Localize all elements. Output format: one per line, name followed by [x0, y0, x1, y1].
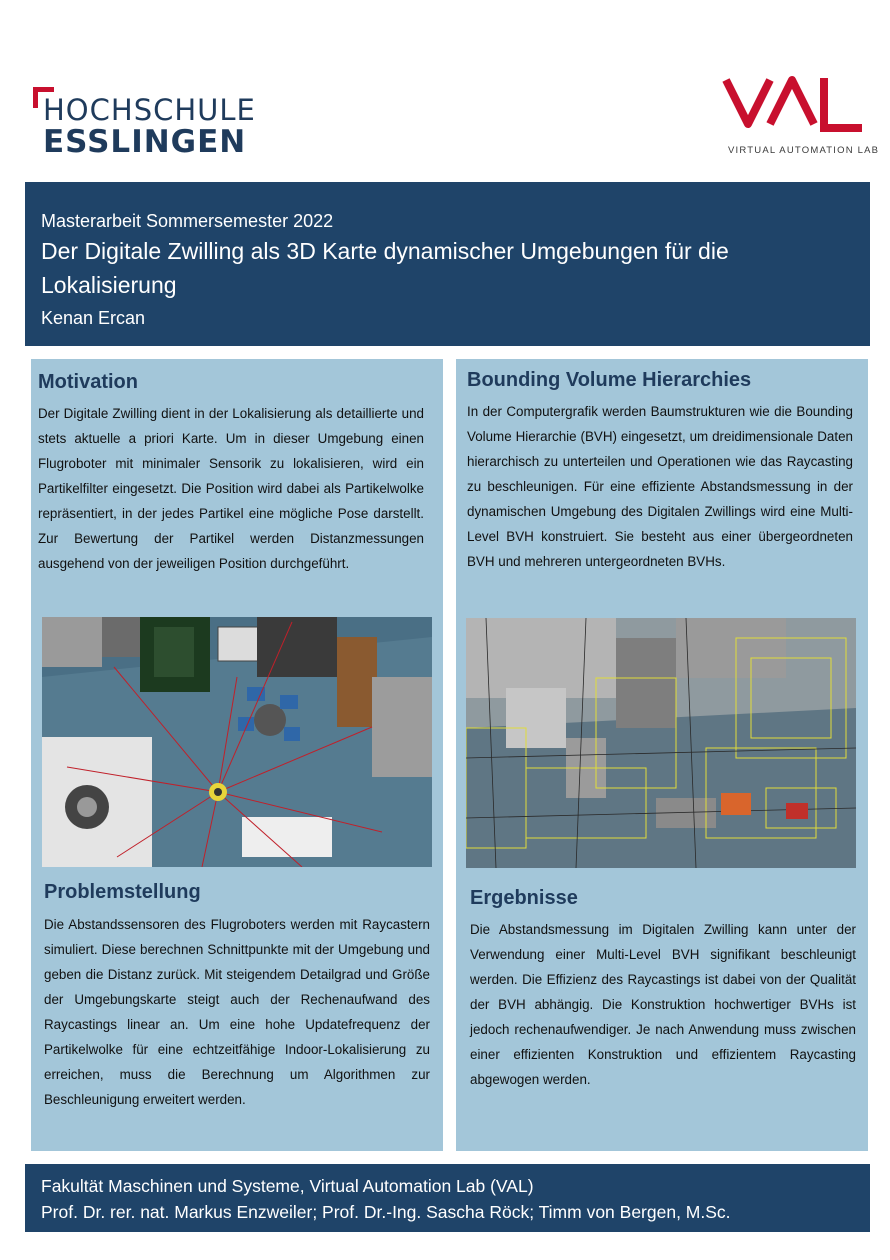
- title-banner: [25, 182, 870, 346]
- left-panel: [31, 359, 443, 1151]
- bvh-heading: Bounding Volume Hierarchies: [467, 369, 752, 391]
- motivation-text: Der Digitale Zwilling dient in der Lokalisierung als detaillierte und stets aktuelle a priori Karte. Um in dieser Umgebung einen Flugroboter mit minimaler Sensorik zu lokalisieren, wird ein Partikelfilter eingesetzt. Die Position wird dabei als Partikelwolke repräsentiert, in der jedes Partikel eine mögliche Pose darstellt. Zur Bewertung der Partikel werden Distanzmessungen ausgehend von der jeweiligen Position durchgeführt.: [38, 406, 424, 571]
- ergebnisse-text: Die Abstandsmessung im Digitalen Zwilling kann unter der Verwendung einer Multi-Level BVH signifikant beschleunigt werden. Die Effizienz des Raycastings ist dabei von der Qualität der BVH abhängig. Die Konstruktion hochwertiger BVHs ist jedoch rechenaufwendiger. Je nach Anwendung muss zwischen einer effizienten Konstruktion und effizientem Raycasting abgewogen werden.: [470, 922, 856, 1087]
- bvh-text: In der Computergrafik werden Baumstrukturen wie die Bounding Volume Hierarchie (BVH) eingesetzt, um dreidimensionale Daten hierarchisch zu unterteilen und Operationen wie das Raycasting zu beschleunigen. Für eine effiziente Abstandsmessung in der dynamischen Umgebung des Digitalen Zwillings wird eine Multi-Level BVH konstruiert. Sie besteht aus einer übergeordneten BVH und mehreren untergeordneten BVHs.: [467, 404, 853, 569]
- footer-faculty: Fakultät Maschinen und Systeme, Virtual Automation Lab (VAL): [41, 1176, 534, 1196]
- motivation-heading: Motivation: [38, 371, 138, 393]
- problemstellung-text: Die Abstandssensoren des Flugroboters werden mit Raycastern simuliert. Diese berechnen Schnittpunkte mit der Umgebung und geben die Distanz zurück. Mit steigendem Detailgrad und Größe der Umgebungskarte steigt auch der Rechenaufwand des Raycastings linear an. Um eine hohe Updatefrequenz der Partikelwolke für eine echtzeitfähige Indoor-Lokalisierung zu erreichen, muss die Berechnung um Algorithmen zur Beschleunigung erweitert werden.: [44, 917, 430, 1107]
- problemstellung-heading: Problemstellung: [44, 881, 201, 903]
- thesis-type: Masterarbeit Sommersemester 2022: [41, 211, 334, 231]
- logo-text-hochschule: HOCHSCHULE: [43, 93, 256, 127]
- right-panel: [456, 359, 868, 1151]
- ergebnisse-heading: Ergebnisse: [470, 887, 578, 909]
- hochschule-esslingen-logo: [33, 87, 256, 160]
- digital-twin-drone-image: [42, 617, 432, 867]
- val-logo-caption: VIRTUAL AUTOMATION LAB: [728, 145, 880, 156]
- footer-banner: [25, 1164, 870, 1232]
- logo-text-esslingen: ESSLINGEN: [43, 124, 247, 160]
- thesis-title: Der Digitale Zwilling als 3D Karte dynamischer Umgebungen für die Lokalisierung: [41, 238, 729, 298]
- footer-supervisors: Prof. Dr. rer. nat. Markus Enzweiler; Prof. Dr.-Ing. Sascha Röck; Timm von Bergen, M.Sc.: [41, 1202, 731, 1222]
- val-logo-mark: [722, 70, 872, 142]
- thesis-author: Kenan Ercan: [41, 308, 146, 328]
- val-logo: [722, 70, 880, 160]
- bvh-visualization-image: [466, 618, 856, 868]
